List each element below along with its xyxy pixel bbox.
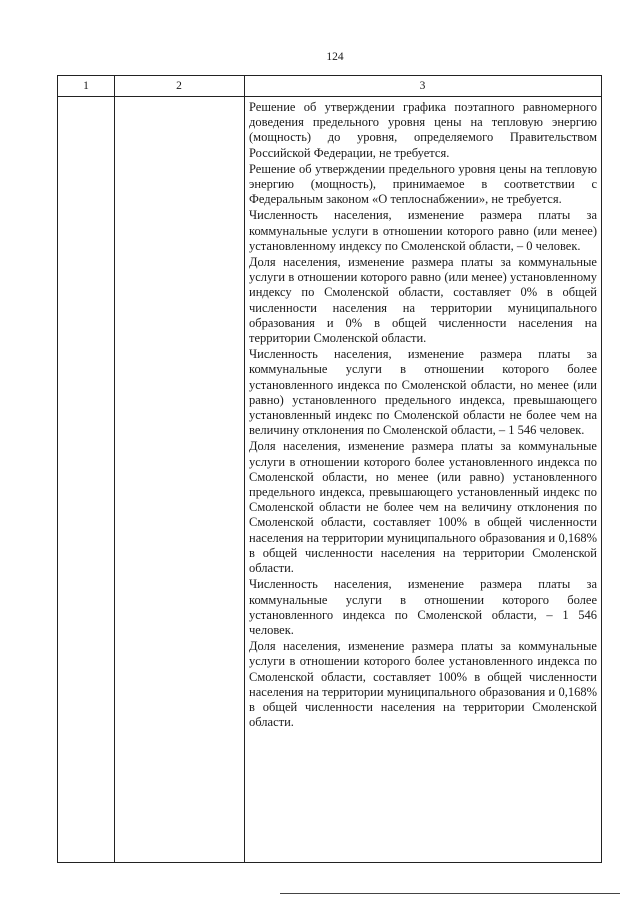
column-divider [114,76,115,862]
paragraph: Доля населения, изменение размера платы за коммунальные услуги в отношении которого более установленного индекса по Смоленской области, но менее (или равно) установленного предельного индекса, превышающего установленный индекс по Смоленской области не более чем на величину отклонения по Смоленской области, составляет 100% в общей численности населения на территории муниципального образования и 0,168% в общей численности населения на территории Смоленской области. [249,439,597,576]
column-header-2: 2 [176,80,182,92]
paragraph: Численность населения, изменение размера платы за коммунальные услуги в отношении которого равно (или менее) установленному индексу по Смоленской области, – 0 человек. [249,208,597,253]
paragraph: Численность населения, изменение размера платы за коммунальные услуги в отношении которого более установленного индекса по Смоленской области, – 1 546 человек. [249,577,597,637]
paragraph: Решение об утверждении предельного уровня цены на тепловую энергию (мощность), принимаемое в соответствии с Федеральным законом «О теплоснабжении», не требуется. [249,161,597,207]
column-header-3: 3 [419,80,426,92]
table-header-row [58,76,601,97]
paragraph: Решение об утверждении графика поэтапного равномерного доведения предельного уровня цены на тепловую энергию (мощность) до уровня, определяемого Правительством Российской Федерации, не требуется. [249,100,597,160]
page-number: 124 [326,51,344,63]
column-header-1: 1 [83,80,89,92]
cell-content-column-3 [249,100,597,731]
paragraph: Доля населения, изменение размера платы за коммунальные услуги в отношении которого равно (или менее) установленному индексу по Смоленской области, составляет 0% в общей численности населения на территории муниципального образования и 0% в общей численности населения на территории Смоленской области. [249,255,597,346]
document-table [57,75,602,863]
column-divider [244,76,245,862]
footer-rule [280,893,620,894]
paragraph: Доля населения, изменение размера платы за коммунальные услуги в отношении которого более установленного индекса по Смоленской области, составляет 100% в общей численности населения на территории муниципального образования и 0,168% в общей численности населения на территории Смоленской области. [249,639,597,730]
paragraph: Численность населения, изменение размера платы за коммунальные услуги в отношении которого более установленного индекса по Смоленской области, но менее (или равно) установленного предельного индекса, превышающего установленный индекс по Смоленской области не более чем на величину отклонения по Смоленской области, – 1 546 человек. [249,347,597,438]
